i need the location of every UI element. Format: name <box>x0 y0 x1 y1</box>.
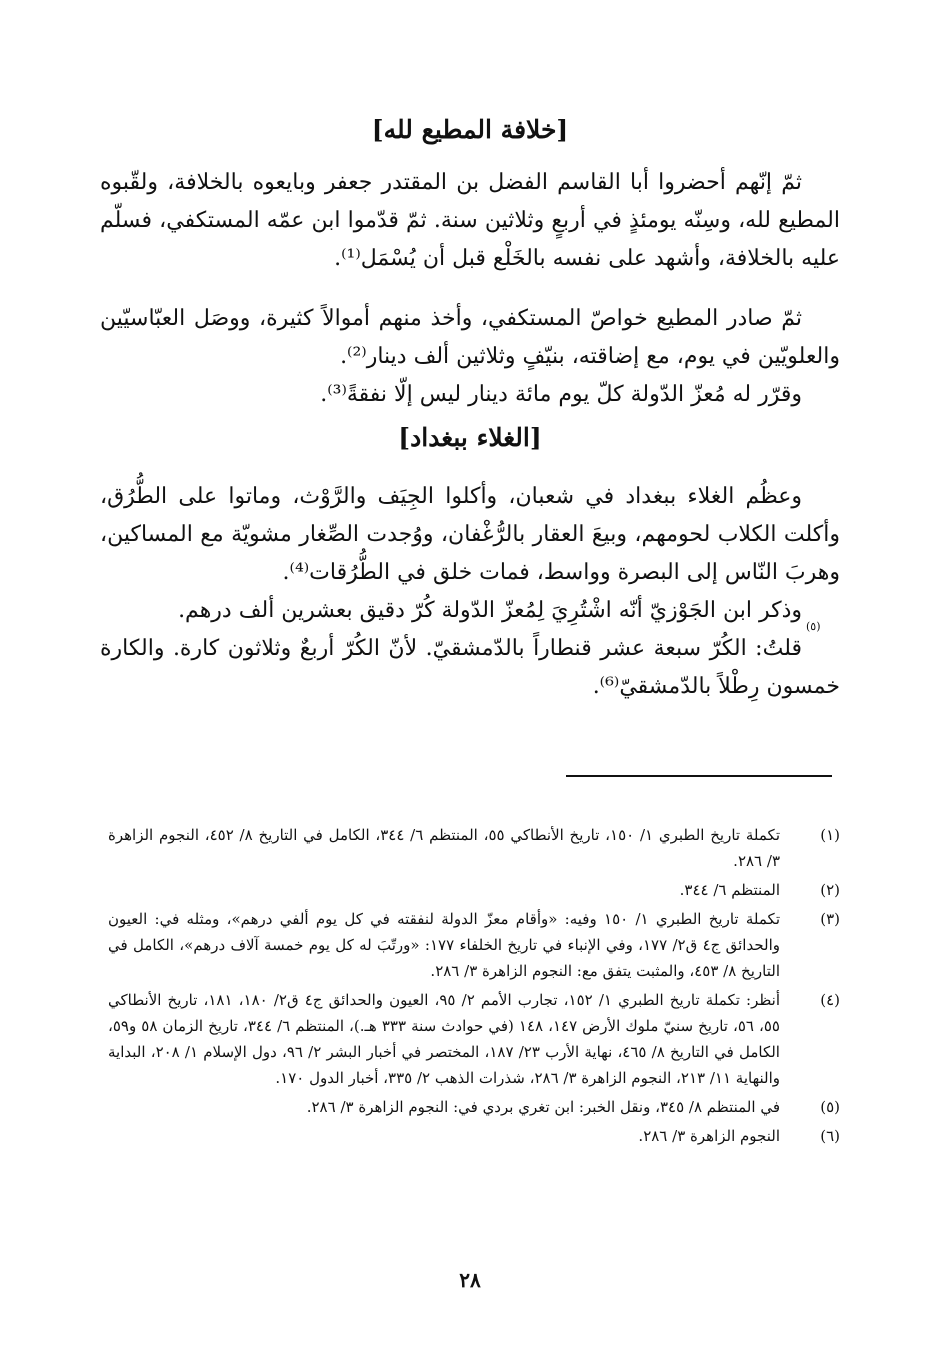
footnote-number: (٤) <box>820 991 840 1009</box>
footnote-item <box>108 906 840 984</box>
footnote-text: تكملة تاريخ الطبري ١/ ١٥٠ وفيه: «وأقام معزّ الدولة لنفقته في كل يوم ألفي درهم»، ومثله في: العيون والحدائق ج٤ ق٢/ ١٧٧، وفي الإنباء في تاريخ الخلفاء ١٧٧: «ورتّبَ له كل يوم خمسة آلاف درهم»، الكامل في التاريخ ٨/ ٤٥٣، والمثبت يتفق مع: النجوم الزاهرة ٣/ ٢٨٦. <box>108 910 781 980</box>
body-block-caliphate <box>100 164 840 278</box>
footnote-item <box>108 1094 840 1120</box>
footnote-item <box>108 877 840 903</box>
section-heading-famine: [الغلاء ببغداد] <box>398 423 542 452</box>
footnote-text: النجوم الزاهرة ٣/ ٢٨٦. <box>638 1127 780 1145</box>
body-paragraph-5: وذكر ابن الجَوْزيّ أنّه اشْتُرِيَ لِمُعزّ الدّولة كُرّ دقيق بعشرين ألف درهم. <box>178 598 802 623</box>
footnote-number: (٣) <box>820 910 840 928</box>
body-paragraph-1: ثمّ إنّهم أحضروا أبا القاسم الفضل بن المقتدر جعفر وبايعوه بالخلافة، ولقّبوه المطيع لله، وسِنّه يومئذٍ في أربعٍ وثلاثين سنة. ثمّ قدّموا ابن عمّه المستكفي، فسلّم عليه بالخلافة، وأشهد على نفسه بالخَلْع قبل أن يُسْمَل⁽¹⁾. <box>100 170 840 271</box>
body-block-confiscation <box>100 300 840 414</box>
body-paragraph-4: وعظُم الغلاء ببغداد في شعبان، وأكلوا الجِيَف والرَّوْث، وماتوا على الطُّرُق، وأكلت الكلاب لحومهم، وبيعَ العقار بالرُّغْفان، ووُجدت الصِّغار مشويّة مع المساكين، وهربَ النّاس إلى البصرة وواسط، فمات خلق في الطُّرُقات⁽⁴⁾. <box>100 484 840 585</box>
footnote-item <box>108 1123 840 1149</box>
footnote-text: تكملة تاريخ الطبري ١/ ١٥٠، تاريخ الأنطاكي ٥٥، المنتظم ٦/ ٣٤٤، الكامل في التاريخ ٨/ ٤٥٢، النجوم الزاهرة ٣/ ٢٨٦. <box>108 826 781 870</box>
footnote-number: (١) <box>820 826 840 844</box>
footnote-divider <box>566 775 832 777</box>
body-paragraph-2: ثمّ صادر المطيع خواصّ المستكفي، وأخذ منهم أموالاً كثيرة، ووصَل العبّاسيّين والعلويّين في يوم، مع إضاقته، بنيّفٍ وثلاثين ألف دينار⁽²⁾. <box>100 306 840 369</box>
section-heading-caliphate: [خلافة المطيع لله] <box>371 115 569 144</box>
page-number: ٢٨ <box>459 1268 481 1292</box>
footnote-text: المنتظم ٦/ ٣٤٤. <box>679 881 780 899</box>
footnote-number: (٥) <box>820 1098 840 1116</box>
footnote-text: في المنتظم ٨/ ٣٤٥، ونقل الخبر: ابن تغري بردي في: النجوم الزاهرة ٣/ ٢٨٦. <box>306 1098 780 1116</box>
footnote-number: (٢) <box>820 881 840 899</box>
body-block-famine <box>100 478 840 706</box>
body-paragraph-3: وقرّر له مُعزّ الدّولة كلّ يوم مائة دينار ليس إلّا نفقةً⁽³⁾. <box>320 382 802 407</box>
footnote-item <box>108 987 840 1091</box>
margin-footnote-marker: (٥) <box>806 620 821 633</box>
body-paragraph-6: قلتُ: الكُرّ سبعة عشر قنطاراً بالدّمشقيّ. لأنّ الكُرّ أربعٌ وثلاثون كارة. والكارة خمسون رِطْلاً بالدّمشقيّ⁽⁶⁾. <box>100 636 840 699</box>
footnote-number: (٦) <box>820 1127 840 1145</box>
footnote-item <box>108 822 840 874</box>
footnote-text: أنظر: تكملة تاريخ الطبري ١/ ١٥٢، تجارب الأمم ٢/ ٩٥، العيون والحدائق ج٤ ق٢/ ١٨٠، ١٨١، تاريخ الأنطاكي ٥٥، ٥٦، تاريخ سنيّ ملوك الأرض ١٤٧، ١٤٨ (في حوادث سنة ٣٣٣ هـ.)، المنتظم ٦/ ٣٤٤، تاريخ الزمان ٥٨ و٥٩، الكامل في التاريخ ٨/ ٤٦٥، نهاية الأرب ٢٣/ ١٨٧، المختصر في أخبار البشر ٢/ ٩٦، دول الإسلام ١/ ٢٠٨، البداية والنهاية ١١/ ٢١٣، النجوم الزاهرة ٣/ ٢٨٦، شذرات الذهب ٢/ ٣٣٥، أخبار الدول ١٧٠. <box>108 991 781 1087</box>
footnotes-section <box>108 822 840 1152</box>
